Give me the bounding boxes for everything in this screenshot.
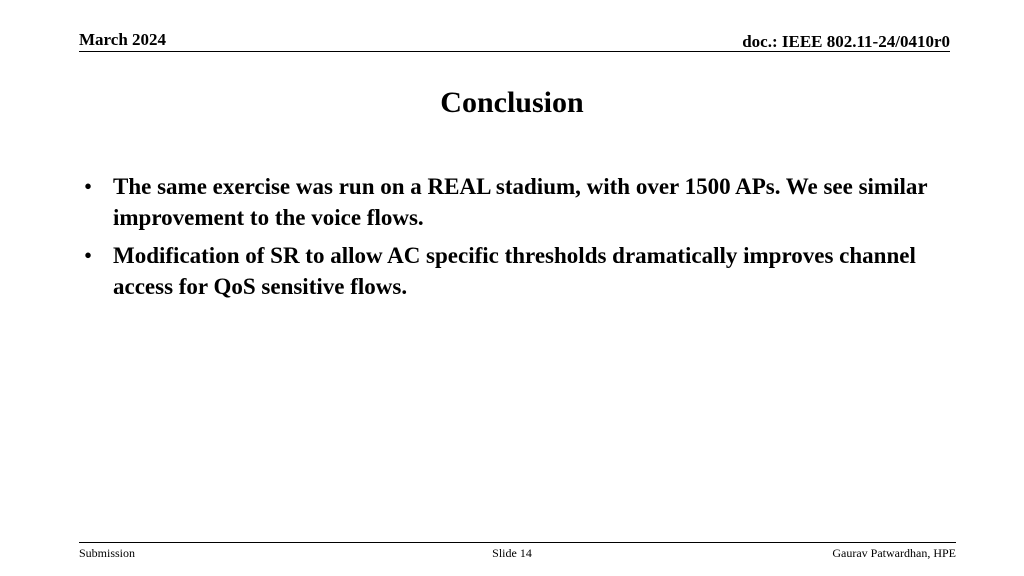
header-date: March 2024: [79, 30, 167, 49]
bullet-item: [80, 240, 950, 302]
footer-slide-number: Slide 14: [492, 546, 532, 560]
bullet-icon: •: [84, 174, 93, 199]
footer-divider: [79, 542, 956, 543]
header-doc-id: doc.: IEEE 802.11-24/0410r0: [742, 32, 950, 51]
footer-author: Gaurav Patwardhan, HPE: [832, 546, 956, 560]
bullet-text: Modification of SR to allow AC specific thresholds dramatically improves channel access for QoS sensitive flows.: [113, 243, 916, 299]
header-divider: [79, 51, 950, 52]
bullet-item: [80, 171, 950, 233]
bullet-list: [80, 171, 950, 309]
bullet-icon: •: [84, 243, 93, 268]
slide-title: Conclusion: [440, 86, 584, 119]
footer-submission: Submission: [79, 546, 136, 560]
bullet-text: The same exercise was run on a REAL stadium, with over 1500 APs. We see similar improvement to the voice flows.: [113, 174, 928, 230]
